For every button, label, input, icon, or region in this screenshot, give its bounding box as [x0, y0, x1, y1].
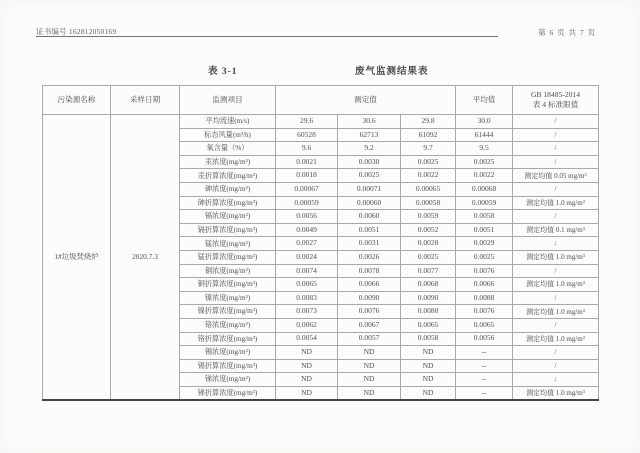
table-row — [43, 115, 599, 129]
limit-cell: 测定均值 1.0 mg/m³ — [513, 386, 599, 400]
value-cell: 0.0028 — [401, 237, 456, 251]
value-cell: 29.8 — [401, 115, 456, 129]
value-cell: 0.00060 — [338, 196, 401, 210]
item-cell: 氧含量（%） — [180, 142, 276, 156]
limit-cell: / — [513, 291, 599, 305]
item-cell: 锡折算浓度(mg/m³) — [180, 359, 276, 373]
item-cell: 镉浓度(mg/m³) — [180, 210, 276, 224]
value-cell: 0.0078 — [338, 264, 401, 278]
value-cell: 0.0074 — [276, 264, 338, 278]
average-cell: 0.0025 — [456, 250, 513, 264]
average-cell: 0.00059 — [456, 196, 513, 210]
value-cell: ND — [401, 359, 456, 373]
value-cell: 0.0030 — [338, 155, 401, 169]
item-cell: 砷浓度(mg/m³) — [180, 182, 276, 196]
limit-cell: / — [513, 373, 599, 387]
value-cell: 0.0022 — [401, 169, 456, 183]
item-cell: 锰折算浓度(mg/m³) — [180, 250, 276, 264]
average-cell: 0.0025 — [456, 155, 513, 169]
limit-cell: / — [513, 318, 599, 332]
item-cell: 砷折算浓度(mg/m³) — [180, 196, 276, 210]
value-cell: 0.0066 — [338, 278, 401, 292]
limit-cell: 测定均值 1.0 mg/m³ — [513, 278, 599, 292]
value-cell: 0.0025 — [338, 169, 401, 183]
value-cell: 9.6 — [276, 142, 338, 156]
limit-cell: / — [513, 359, 599, 373]
limit-cell: / — [513, 264, 599, 278]
average-cell: -- — [456, 359, 513, 373]
item-cell: 镉折算浓度(mg/m³) — [180, 223, 276, 237]
item-cell: 锑浓度(mg/m³) — [180, 373, 276, 387]
value-cell: 0.0031 — [338, 237, 401, 251]
average-cell: -- — [456, 346, 513, 360]
value-cell: 0.0049 — [276, 223, 338, 237]
col-header-source: 污染源名称 — [43, 86, 111, 115]
value-cell: 9.7 — [401, 142, 456, 156]
average-cell: 0.0056 — [456, 332, 513, 346]
average-cell: -- — [456, 386, 513, 400]
average-cell: 0.0066 — [456, 278, 513, 292]
average-cell: 0.0029 — [456, 237, 513, 251]
average-cell: -- — [456, 373, 513, 387]
value-cell: 0.0027 — [276, 237, 338, 251]
value-cell: 0.0025 — [401, 250, 456, 264]
item-cell: 铬浓度(mg/m³) — [180, 318, 276, 332]
value-cell: 0.0060 — [338, 210, 401, 224]
value-cell: 29.6 — [276, 115, 338, 129]
sample-date-cell: 2020.7.3 — [111, 115, 180, 401]
average-cell: 0.0051 — [456, 223, 513, 237]
col-header-item: 监测项目 — [180, 86, 276, 115]
limit-cell: / — [513, 155, 599, 169]
value-cell: 0.0067 — [338, 318, 401, 332]
table-title: 废气监测结果表 — [355, 67, 429, 77]
value-cell: 0.0024 — [276, 250, 338, 264]
item-cell: 汞折算浓度(mg/m³) — [180, 169, 276, 183]
col-header-limit — [513, 86, 599, 115]
average-cell: 0.00068 — [456, 182, 513, 196]
item-cell: 平均流速(m/s) — [180, 115, 276, 129]
item-cell: 铜折算浓度(mg/m³) — [180, 278, 276, 292]
value-cell: 0.0058 — [401, 332, 456, 346]
value-cell: ND — [401, 346, 456, 360]
item-cell: 锡浓度(mg/m³) — [180, 346, 276, 360]
value-cell: ND — [276, 359, 338, 373]
value-cell: 0.00058 — [401, 196, 456, 210]
value-cell: 0.0026 — [338, 250, 401, 264]
value-cell: 0.0021 — [276, 155, 338, 169]
value-cell: ND — [338, 373, 401, 387]
item-cell: 锑折算浓度(mg/m³) — [180, 386, 276, 400]
limit-cell: / — [513, 210, 599, 224]
monitoring-results-table — [42, 85, 599, 401]
limit-standard-line2: 表 4 标准限值 — [532, 100, 579, 109]
table-body — [43, 115, 599, 401]
value-cell: 0.0051 — [338, 223, 401, 237]
limit-cell: 测定均值 1.0 mg/m³ — [513, 305, 599, 319]
value-cell: 0.00065 — [401, 182, 456, 196]
limit-standard-line1: GB 18485-2014 — [530, 90, 581, 100]
value-cell: 0.00067 — [276, 182, 338, 196]
value-cell: ND — [276, 386, 338, 400]
average-cell: 0.0065 — [456, 318, 513, 332]
table-header-row — [43, 86, 599, 115]
certificate-number: 证书编号 162812050169 — [36, 27, 117, 36]
value-cell: 0.0054 — [276, 332, 338, 346]
value-cell: 0.0059 — [401, 210, 456, 224]
average-cell: 0.0076 — [456, 305, 513, 319]
value-cell: ND — [276, 373, 338, 387]
col-header-measured: 测定值 — [276, 86, 456, 115]
limit-cell: / — [513, 128, 599, 142]
value-cell: ND — [338, 346, 401, 360]
value-cell: 0.0077 — [401, 264, 456, 278]
value-cell: 0.00071 — [338, 182, 401, 196]
source-name-cell: 1#垃圾焚烧炉 — [43, 115, 111, 401]
value-cell: 62713 — [338, 128, 401, 142]
limit-cell: / — [513, 237, 599, 251]
value-cell: 0.0065 — [276, 278, 338, 292]
value-cell: ND — [401, 386, 456, 400]
value-cell: 0.0018 — [276, 169, 338, 183]
limit-cell: 测定均值 1.0 mg/m³ — [513, 196, 599, 210]
item-cell: 锰浓度(mg/m³) — [180, 237, 276, 251]
limit-cell: / — [513, 182, 599, 196]
header-rule — [36, 36, 498, 37]
item-cell: 镍折算浓度(mg/m³) — [180, 305, 276, 319]
limit-cell: / — [513, 346, 599, 360]
value-cell: ND — [401, 373, 456, 387]
item-cell: 铜浓度(mg/m³) — [180, 264, 276, 278]
average-cell: 9.5 — [456, 142, 513, 156]
value-cell: 61092 — [401, 128, 456, 142]
item-cell: 标态风量(m³/h) — [180, 128, 276, 142]
value-cell: 0.0073 — [276, 305, 338, 319]
limit-cell: 测定均值 1.0 mg/m³ — [513, 250, 599, 264]
value-cell: 0.0080 — [401, 305, 456, 319]
average-cell: 61444 — [456, 128, 513, 142]
limit-cell: 测定均值 1.0 mg/m³ — [513, 332, 599, 346]
value-cell: ND — [338, 359, 401, 373]
value-cell: ND — [276, 346, 338, 360]
value-cell: 0.0056 — [276, 210, 338, 224]
value-cell: 0.0083 — [276, 291, 338, 305]
value-cell: 0.0065 — [401, 318, 456, 332]
col-header-date: 采样日期 — [111, 86, 180, 115]
value-cell: 0.0090 — [338, 291, 401, 305]
value-cell: 0.0076 — [338, 305, 401, 319]
item-cell: 汞浓度(mg/m³) — [180, 155, 276, 169]
limit-cell: 测定均值 0.1 mg/m³ — [513, 223, 599, 237]
value-cell: ND — [338, 386, 401, 400]
limit-cell: / — [513, 142, 599, 156]
item-cell: 铬折算浓度(mg/m³) — [180, 332, 276, 346]
average-cell: 0.0076 — [456, 264, 513, 278]
value-cell: 0.0052 — [401, 223, 456, 237]
limit-cell: 测定均值 0.05 mg/m³ — [513, 169, 599, 183]
limit-cell: / — [513, 115, 599, 129]
value-cell: 0.0090 — [401, 291, 456, 305]
page-indicator: 第 6 页 共 7 页 — [538, 28, 596, 37]
col-header-average: 平均值 — [456, 86, 513, 115]
item-cell: 镍浓度(mg/m³) — [180, 291, 276, 305]
value-cell: 30.6 — [338, 115, 401, 129]
value-cell: 0.0025 — [401, 155, 456, 169]
value-cell: 9.2 — [338, 142, 401, 156]
value-cell: 0.0057 — [338, 332, 401, 346]
table-number: 表 3-1 — [208, 67, 238, 77]
value-cell: 0.00059 — [276, 196, 338, 210]
value-cell: 0.0068 — [401, 278, 456, 292]
average-cell: 0.0058 — [456, 210, 513, 224]
average-cell: 30.0 — [456, 115, 513, 129]
value-cell: 0.0062 — [276, 318, 338, 332]
average-cell: 0.0022 — [456, 169, 513, 183]
value-cell: 60528 — [276, 128, 338, 142]
average-cell: 0.0088 — [456, 291, 513, 305]
